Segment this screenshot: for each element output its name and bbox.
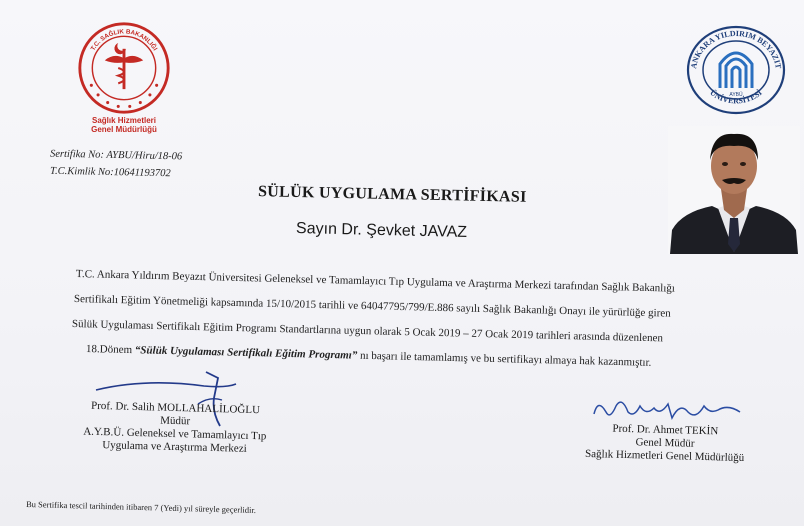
aybu-university-emblem-icon <box>684 24 788 116</box>
recipient-photo <box>668 126 800 254</box>
right-signatory-org: Sağlık Hizmetleri Genel Müdürlüğü <box>584 447 745 465</box>
body-line-4-suffix: nı başarı ile tamamlamış ve bu sertifikayı almaya hak kazanmıştır. <box>357 349 652 369</box>
certificate-title: SÜLÜK UYGULAMA SERTİFİKASI <box>257 183 527 206</box>
left-signatory <box>69 399 280 456</box>
right-signatory-role: Genel Müdür <box>635 436 695 450</box>
left-signatory-org-line1: A.Y.B.Ü. Geleneksel ve Tamamlayıcı Tıp <box>83 425 267 443</box>
seal-caption-line2: Genel Müdürlüğü <box>91 125 157 134</box>
seal-caption <box>60 116 188 134</box>
recipient-name: Sayın Dr. Şevket JAVAZ <box>295 220 468 241</box>
right-signature-icon <box>588 392 748 424</box>
ministry-of-health-seal-icon <box>76 20 172 116</box>
body-line-4-prefix: 18.Dönem <box>85 343 136 357</box>
emblem-top-text: ANKARA YILDIRIM BEYAZIT <box>689 28 783 70</box>
right-signatory <box>560 421 771 465</box>
validity-footer: Bu Sertifika tescil tarihinden itibaren 7 (Yedi) yıl süreyle geçerlidir. <box>25 498 257 516</box>
body-line-2: Sertifikalı Eğitim Yönetmeliği kapsamında 15/10/2015 tarihli ve 64047795/799/E.886 sayılı Sağlık Bakanlığı Onayı ile yürürlüğe giren <box>73 293 671 320</box>
program-name: “Sülük Uygulaması Sertifikalı Eğitim Programı” <box>134 344 358 362</box>
left-signatory-org-line2: Uygulama ve Araştırma Merkezi <box>102 439 247 455</box>
left-signatory-role: Müdür <box>160 414 191 428</box>
certificate-number: Sertifika No: AYBU/Hiru/18-06 <box>49 148 183 163</box>
seal-ring-text: T.C. SAĞLIK BAKANLIĞI <box>89 28 159 53</box>
emblem-bottom-text: ÜNİVERSİTESİ <box>708 88 764 106</box>
emblem-center-text: AYBÜ <box>729 92 743 98</box>
body-line-1: T.C. Ankara Yıldırım Beyazıt Üniversitesi Geleneksel ve Tamamlayıcı Tıp Uygulama ve Araştırma Merkezi tarafından Sağlık Bakanlığı <box>75 268 676 295</box>
body-line-4 <box>86 343 652 369</box>
right-signatory-name: Prof. Dr. Ahmet TEKİN <box>612 422 719 438</box>
tc-id-number: T.C.Kimlik No:10641193702 <box>49 165 171 180</box>
red-border-stripe <box>0 0 2 237</box>
body-line-3: Sülük Uygulaması Sertifikalı Eğitim Programı Standartlarına uygun olarak 5 Ocak 2019 – 27 Ocak 2019 tarihleri arasında düzenlenen <box>71 318 664 345</box>
left-signatory-name: Prof. Dr. Salih MOLLAHALİLOĞLU <box>90 399 261 417</box>
seal-caption-line1: Sağlık Hizmetleri <box>91 116 157 125</box>
